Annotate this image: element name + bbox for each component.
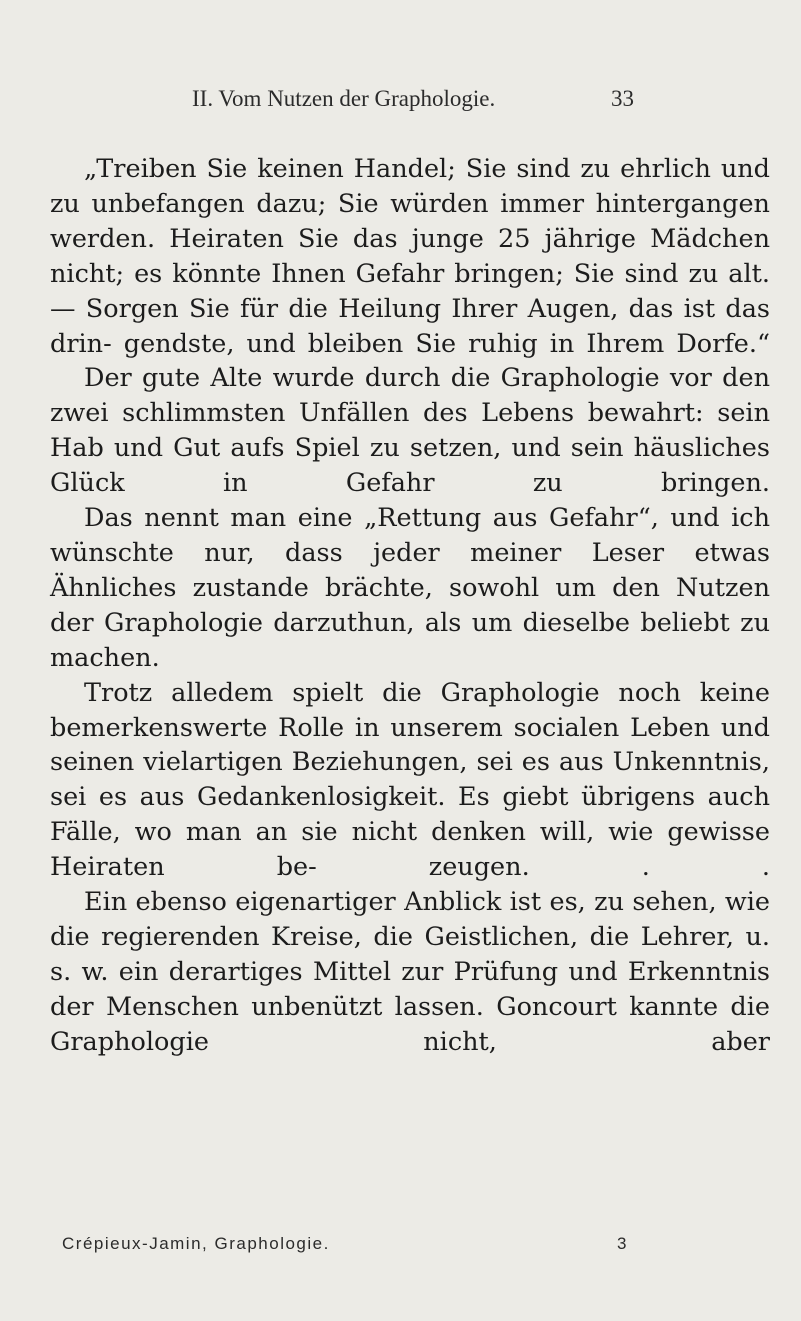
running-header (0, 86, 801, 126)
paragraph-rettung: Das nennt man eine „Rettung aus Gefahr“, und ich wünschte nur, dass jeder meiner Leser etwas Ähnliches zustande brächte, sowohl um den Nutzen der Graphologie darzuthun, als um dieselbe beliebt zu machen. (50, 503, 770, 673)
page-footer (62, 1234, 627, 1254)
body-text (50, 152, 770, 1060)
paragraph-anblick: Ein ebenso eigenartiger Anblick ist es, zu sehen, wie die regierenden Kreise, die Geistlichen, die Lehrer, u. s. w. ein derartiges Mittel zur Prüfung und Erkenntnis der Menschen unbenützt lassen. Goncourt kannte die Graphologie nicht, aber (50, 887, 770, 1057)
page-number: 33 (611, 86, 634, 111)
paragraph-quote: „Treiben Sie keinen Handel; Sie sind zu ehrlich und zu unbefangen dazu; Sie würden immer hintergangen werden. Heiraten Sie das junge 25 jährige Mädchen nicht; es könnte Ihnen Gefahr bringen; Sie sind zu alt. — Sorgen Sie für die Heilung Ihrer Augen, das ist das drin- gendste, und bleiben Sie ruhig in Ihrem Dorfe.“ (50, 154, 770, 359)
paragraph-trotz: Trotz alledem spielt die Graphologie noch keine bemerkenswerte Rolle in unserem socialen Leben und seinen vielartigen Beziehungen, sei es aus Unkenntnis, sei es aus Gedankenlosigkeit. Es giebt übrigens auch Fälle, wo man an sie nicht denken will, wie gewisse Heiraten be- zeugen. . . (50, 677, 770, 883)
running-title: II. Vom Nutzen der Graphologie. (192, 86, 496, 111)
signature-mark: 3 (617, 1234, 627, 1253)
paragraph-outcome: Der gute Alte wurde durch die Graphologie vor den zwei schlimmsten Unfällen des Lebens bewahrt: sein Hab und Gut aufs Spiel zu setzen, und sein häusliches Glück in Gefahr zu bringen. (50, 363, 770, 499)
footer-note: Crépieux-Jamin, Graphologie. (62, 1234, 330, 1253)
